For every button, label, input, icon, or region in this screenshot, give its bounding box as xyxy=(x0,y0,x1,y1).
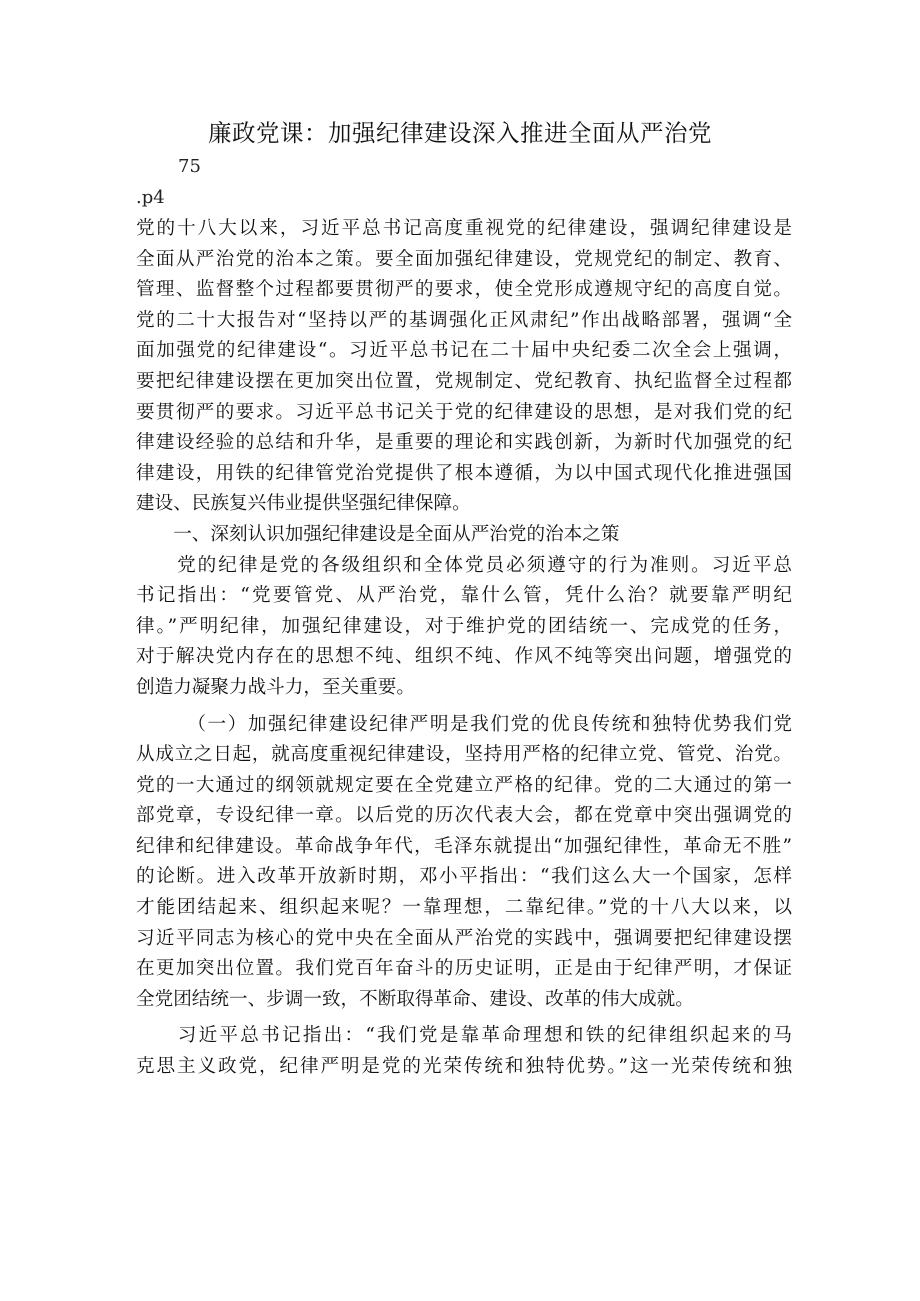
document-body xyxy=(136,214,792,1083)
page-number: 75 xyxy=(178,156,201,177)
paragraph-line: 的论断。进入改革开放新时期，邓小平指出：“我们这么大一个国家，怎样 xyxy=(136,866,792,888)
paragraph-line: 党的一大通过的纲领就规定要在全党建立严格的纪律。党的二大通过的第一 xyxy=(136,774,792,796)
paragraph-line: 全面从严治党的治本之策。要全面加强纪律建设，党规党纪的制定、教育、 xyxy=(136,248,792,270)
paragraph-line: （一）加强纪律建设纪律严明是我们党的优良传统和独特优势我们党 xyxy=(136,713,792,735)
paragraph-line: 建设、民族复兴伟业提供坚强纪律保障。 xyxy=(136,493,471,515)
paragraph-line: 要贯彻严的要求。习近平总书记关于党的纪律建设的思想，是对我们党的纪 xyxy=(136,401,792,423)
paragraph-line: 律建设，用铁的纪律管党治党提供了根本遵循，为以中国式现代化推进强国 xyxy=(136,462,792,484)
paragraph-line: 才能团结起来、组织起来呢？一靠理想，二靠纪律。”党的十八大以来，以 xyxy=(136,897,792,919)
paragraph-line: 全党团结统一、步调一致，不断取得革命、建设、改革的伟大成就。 xyxy=(136,988,694,1010)
paragraph-line: 习近平同志为核心的党中央在全面从严治党的实践中，强调要把纪律建设摆 xyxy=(136,927,792,949)
paragraph-line: 对于解决党内存在的思想不纯、组织不纯、作风不纯等突出问题，增强党的 xyxy=(136,646,792,668)
paragraph-line: 习近平总书记指出：“我们党是靠革命理想和铁的纪律组织起来的马 xyxy=(136,1025,792,1047)
paragraph-line: 党的纪律是党的各级组织和全体党员必须遵守的行为准则。习近平总 xyxy=(136,554,792,576)
paragraph-line: 从成立之日起，就高度重视纪律建设，坚持用严格的纪律立党、管党、治党。 xyxy=(136,744,792,766)
paragraph-line: 党的二十大报告对“坚持以严的基调强化正风肃纪”作出战略部署，强调“全 xyxy=(136,309,792,331)
page-marker: .p4 xyxy=(136,187,165,208)
paragraph-line: 创造力凝聚力战斗力，至关重要。 xyxy=(136,676,415,698)
paragraph-line: 律。”严明纪律，加强纪律建设，对于维护党的团结统一、完成党的任务， xyxy=(136,615,792,637)
paragraph-line: 律建设经验的总结和升华，是重要的理论和实践创新，为新时代加强党的纪 xyxy=(136,432,792,454)
paragraph-line: 党的十八大以来，习近平总书记高度重视党的纪律建设，强调纪律建设是 xyxy=(136,218,792,239)
paragraph-line: 书记指出：“党要管党、从严治党，靠什么管，凭什么治？就要靠严明纪 xyxy=(136,585,792,607)
paragraph-line: 部党章，专设纪律一章。以后党的历次代表大会，都在党章中突出强调党的 xyxy=(136,805,792,827)
document-title: 廉政党课：加强纪律建设深入推进全面从严治党 xyxy=(208,119,712,147)
paragraph-line: 在更加突出位置。我们党百年奋斗的历史证明，正是由于纪律严明，才保证 xyxy=(136,958,792,980)
paragraph-line: 要把纪律建设摆在更加突出位置，党规制定、党纪教育、执纪监督全过程都 xyxy=(136,370,792,392)
paragraph-line: 克思主义政党，纪律严明是党的光荣传统和独特优势。”这一光荣传统和独 xyxy=(136,1056,792,1078)
paragraph-line: 一、深刻认识加强纪律建设是全面从严治党的治本之策 xyxy=(136,523,620,545)
paragraph-line: 纪律和纪律建设。革命战争年代，毛泽东就提出“加强纪律性，革命无不胜” xyxy=(136,835,792,857)
paragraph-line: 面加强党的纪律建设“。习近平总书记在二十届中央纪委二次全会上强调， xyxy=(136,340,792,362)
paragraph-line: 管理、监督整个过程都要贯彻严的要求，使全党形成遵规守纪的高度自觉。 xyxy=(136,279,792,301)
